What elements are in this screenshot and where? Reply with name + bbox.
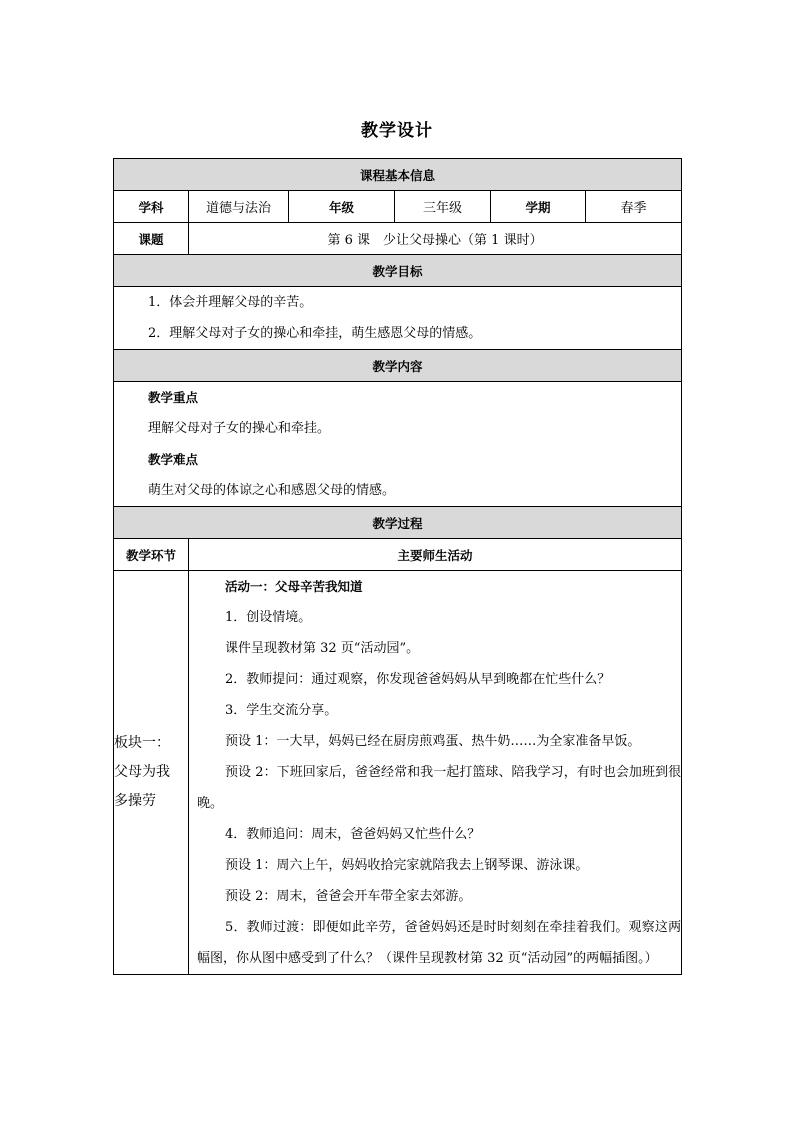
activity-title: 活动一：父母辛苦我知道 (225, 579, 363, 594)
activity-line: 3．学生交流分享。 (225, 703, 338, 718)
content-header: 教学内容 (114, 350, 682, 382)
key-point-text: 理解父母对子女的操心和牵挂。 (148, 421, 331, 436)
activity-paragraph: 5．教师过渡：即便如此辛劳，爸爸妈妈还是时时刻刻在牵挂着我们。观察这两幅图，你从图中感受到了什么？（课件呈现教材第 32 页“活动园”的两幅插图。） (197, 920, 682, 966)
grade-value: 三年级 (395, 191, 491, 223)
difficult-point-label: 教学难点 (148, 452, 199, 467)
process-header: 教学过程 (114, 507, 682, 539)
grade-label: 年级 (289, 191, 395, 223)
block-label-line: 父母为我 (114, 764, 170, 780)
activity-line: 预设 1：一大早，妈妈已经在厨房煎鸡蛋、热牛奶……为全家准备早饭。 (225, 734, 641, 749)
document-title: 教学设计 (361, 121, 433, 141)
objectives-header: 教学目标 (114, 255, 682, 287)
content-cell (114, 382, 682, 507)
block-label-line: 多操劳 (114, 793, 156, 809)
activity-line: 4．教师追问：周末，爸爸妈妈又忙些什么？ (225, 827, 481, 842)
topic-value: 第 6 课 少让父母操心（第 1 课时） (189, 223, 682, 255)
key-point-label: 教学重点 (148, 390, 199, 405)
subject-label: 学科 (114, 191, 189, 223)
activity-paragraph: 预设 2：下班回家后，爸爸经常和我一起打篮球、陪我学习，有时也会加班到很晚。 (197, 765, 682, 811)
activity-line: 预设 2：周末，爸爸会开车带全家去郊游。 (225, 889, 472, 904)
activity-line: 预设 1：周六上午，妈妈收拾完家就陪我去上钢琴课、游泳课。 (225, 858, 589, 873)
activity-cell (189, 571, 682, 975)
topic-label: 课题 (114, 223, 189, 255)
activity-line: 2．教师提问：通过观察，你发现爸爸妈妈从早到晚都在忙些什么？ (225, 672, 611, 687)
block-label (114, 571, 189, 975)
basic-info-header: 课程基本信息 (114, 159, 682, 191)
lesson-plan-table (113, 158, 682, 975)
activity-line: 课件呈现教材第 32 页“活动园”。 (225, 641, 420, 656)
objectives-cell (114, 287, 682, 350)
activity-column-header: 主要师生活动 (189, 539, 682, 571)
block-label-line: 板块一： (114, 735, 170, 751)
term-label: 学期 (491, 191, 586, 223)
term-value: 春季 (586, 191, 682, 223)
subject-value: 道德与法治 (189, 191, 289, 223)
objective-item: 2．理解父母对子女的操心和牵挂，萌生感恩父母的情感。 (148, 326, 482, 341)
activity-line: 1．创设情境。 (225, 610, 312, 625)
difficult-point-text: 萌生对父母的体谅之心和感恩父母的情感。 (148, 483, 396, 498)
objective-item: 1．体会并理解父母的辛苦。 (148, 295, 313, 310)
stage-column-header: 教学环节 (114, 539, 189, 571)
